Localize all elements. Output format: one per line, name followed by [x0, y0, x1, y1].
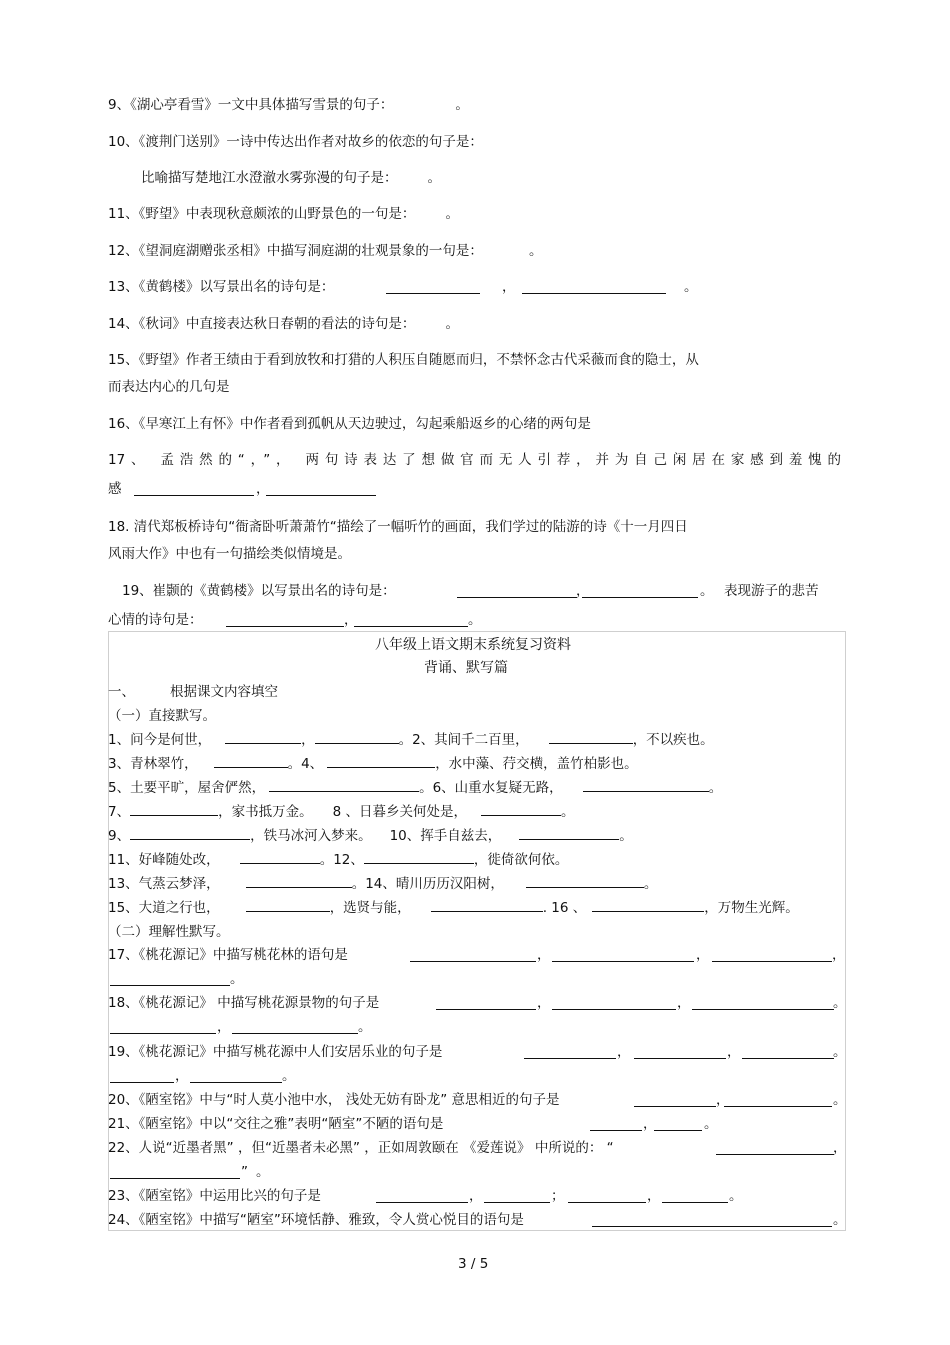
period: 。	[833, 1092, 847, 1108]
answer-blank[interactable]	[568, 1190, 646, 1203]
section-title: 八年级上语文期末系统复习资料	[375, 637, 571, 653]
answer-blank[interactable]	[431, 899, 543, 912]
question-17-line-2: 感	[108, 481, 122, 497]
comma: ，	[217, 1019, 231, 1035]
answer-blank[interactable]	[654, 1118, 702, 1131]
semicolon: ；	[551, 1188, 565, 1204]
answer-blank[interactable]	[266, 483, 376, 496]
question-18-line-1: 18. 清代郑板桥诗句“衙斋卧听萧萧竹“描绘了一幅听竹的画面，我们学过的陆游的诗《十一月四日	[108, 519, 688, 535]
answer-blank[interactable]	[522, 281, 666, 294]
answer-blank[interactable]	[712, 949, 832, 962]
question-10-part-b: 比喻描写楚地江水澄澈水雾弥漫的句子是： 。	[141, 170, 441, 186]
answer-blank[interactable]	[364, 851, 474, 864]
answer-blank[interactable]	[232, 1021, 358, 1034]
fill-line-21: 21、《陋室铭》中以“交往之雅”表明“陋室”不陋的语句是	[108, 1116, 444, 1132]
part-one-number: 一、	[108, 684, 135, 700]
answer-blank[interactable]	[134, 483, 254, 496]
comma: ，	[833, 1140, 847, 1156]
answer-blank[interactable]	[130, 803, 218, 816]
period: 。	[833, 995, 847, 1011]
answer-blank[interactable]	[552, 997, 676, 1010]
comma: ，	[727, 1044, 741, 1060]
fill-line-11: 11、好峰随处改， 。12、 ，徙倚欲何依。	[108, 852, 569, 868]
comma: ，	[643, 1116, 657, 1132]
comma: ，	[647, 1188, 661, 1204]
fill-line-5: 5、土要平旷，屋舍俨然， 。6、山重水复疑无路， 。	[108, 780, 723, 796]
comma: ，	[256, 481, 270, 497]
comma: ，	[677, 995, 691, 1011]
answer-blank[interactable]	[436, 997, 536, 1010]
question-16: 16、《早寒江上有怀》中作者看到孤帆从天边驶过，勾起乘船返乡的心绪的两句是	[108, 416, 591, 432]
answer-blank[interactable]	[582, 585, 698, 598]
question-18-line-2: 风雨大作》中也有一句描绘类似情境是。	[108, 546, 351, 562]
period: 。	[230, 971, 244, 987]
closing-quote: ”	[241, 1164, 248, 1180]
comma: ，	[537, 995, 551, 1011]
question-15-line-2: 而表达内心的几句是	[108, 379, 230, 395]
page-number: 3 / 5	[458, 1256, 489, 1272]
answer-blank[interactable]	[110, 1021, 216, 1034]
comma: ，	[502, 279, 516, 295]
answer-blank[interactable]	[386, 281, 480, 294]
answer-blank[interactable]	[110, 1166, 240, 1179]
fill-line-1: 1、问今是何世， ， 。2、其间千二百里， ，不以疾也。	[108, 732, 714, 748]
question-19-line-1: 19、崔颢的《黄鹤楼》以写景出名的诗句是：	[122, 583, 396, 599]
fill-line-9: 9、 ，铁马冰河入梦来。 10、挥手自兹去， 。	[108, 828, 633, 844]
answer-blank[interactable]	[742, 1046, 834, 1059]
answer-blank[interactable]	[519, 827, 619, 840]
comma: ，	[344, 612, 358, 628]
question-13: 13、《黄鹤楼》以写景出名的诗句是：	[108, 279, 335, 295]
question-19-tail: 表现游子的悲苦	[724, 583, 819, 599]
question-11: 11、《野望》中表现秋意颇浓的山野景色的一句是： 。	[108, 206, 459, 222]
question-19-line-2: 心情的诗句是：	[108, 612, 203, 628]
answer-blank[interactable]	[583, 779, 709, 792]
answer-blank[interactable]	[724, 1094, 832, 1107]
question-17-line-1: 17、 孟浩然的“，”， 两句诗表达了想做官而无人引荐，并为自己闲居在家感到羞愧的	[108, 452, 841, 468]
subsection-comprehension: （二）理解性默写。	[108, 924, 230, 940]
answer-blank[interactable]	[410, 949, 536, 962]
subsection-direct-recitation: （一）直接默写。	[108, 708, 216, 724]
period: 。	[833, 1212, 847, 1228]
answer-blank[interactable]	[226, 614, 344, 627]
answer-blank[interactable]	[634, 1094, 716, 1107]
answer-blank[interactable]	[315, 731, 399, 744]
answer-blank[interactable]	[592, 899, 704, 912]
answer-blank[interactable]	[110, 1070, 174, 1083]
answer-blank[interactable]	[592, 1214, 832, 1227]
answer-blank[interactable]	[225, 731, 301, 744]
section-subtitle: 背诵、默写篇	[424, 660, 508, 676]
answer-blank[interactable]	[376, 1190, 468, 1203]
fill-line-19: 19、《桃花源记》中描写桃花源中人们安居乐业的句子是	[108, 1044, 443, 1060]
period: 。	[833, 1044, 847, 1060]
comma: ，	[716, 1092, 730, 1108]
answer-blank[interactable]	[240, 851, 320, 864]
question-10: 10、《渡荆门送别》一诗中传达出作者对故乡的依恋的句子是：	[108, 134, 483, 150]
fill-line-24: 24、《陋室铭》中描写“陋室”环境恬静、雅致，令人赏心悦目的语句是	[108, 1212, 524, 1228]
answer-blank[interactable]	[481, 803, 561, 816]
answer-blank[interactable]	[634, 1046, 726, 1059]
comma: ，	[537, 947, 551, 963]
answer-blank[interactable]	[716, 1142, 834, 1155]
fill-line-20: 20、《陋室铭》中与“时人莫小池中水， 浅处无妨有卧龙” 意思相近的句子是	[108, 1092, 560, 1108]
period: 。	[468, 612, 482, 628]
fill-line-3: 3、青林翠竹， 。4、 ，水中藻、荇交横，盖竹柏影也。	[108, 756, 638, 772]
period: 。	[256, 1164, 270, 1180]
answer-blank[interactable]	[214, 755, 288, 768]
answer-blank[interactable]	[190, 1070, 282, 1083]
comma: ，	[696, 947, 710, 963]
fill-line-13: 13、气蒸云梦泽， 。14、晴川历历汉阳树， 。	[108, 876, 658, 892]
answer-blank[interactable]	[590, 1118, 642, 1131]
comma: ，	[617, 1044, 631, 1060]
comma: ，	[832, 947, 846, 963]
answer-blank[interactable]	[354, 614, 468, 627]
answer-blank[interactable]	[484, 1190, 550, 1203]
answer-blank[interactable]	[457, 585, 577, 598]
period: 。	[700, 583, 714, 599]
part-one-heading: 根据课文内容填空	[170, 684, 278, 700]
fill-line-17: 17、《桃花源记》中描写桃花林的语句是	[108, 947, 348, 963]
fill-line-23: 23、《陋室铭》中运用比兴的句子是	[108, 1188, 321, 1204]
period: 。	[282, 1068, 296, 1084]
fill-line-15: 15、大道之行也， ，选贤与能， . 16 、 ，万物生光辉。	[108, 900, 799, 916]
answer-blank[interactable]	[526, 875, 644, 888]
comma: ，	[576, 583, 590, 599]
answer-blank[interactable]	[110, 973, 230, 986]
answer-blank[interactable]	[524, 1046, 616, 1059]
answer-blank[interactable]	[552, 949, 694, 962]
question-15-line-1: 15、《野望》作者王绩由于看到放牧和打猎的人积压自随愿而归，不禁怀念古代采薇而食的隐士，从	[108, 352, 699, 368]
answer-blank[interactable]	[246, 899, 330, 912]
period: 。	[704, 1116, 718, 1132]
question-9: 9、《湖心亭看雪》一文中具体描写雪景的句子： 。	[108, 97, 469, 113]
question-14: 14、《秋词》中直接表达秋日春朝的看法的诗句是： 。	[108, 316, 459, 332]
fill-line-7: 7、 ，家书抵万金。 8 、日暮乡关何处是， 。	[108, 804, 575, 820]
answer-blank[interactable]	[130, 827, 250, 840]
period: 。	[358, 1019, 372, 1035]
fill-line-18: 18、《桃花源记》 中描写桃花源景物的句子是	[108, 995, 380, 1011]
answer-blank[interactable]	[549, 731, 633, 744]
answer-blank[interactable]	[269, 779, 419, 792]
answer-blank[interactable]	[692, 997, 834, 1010]
comma: ，	[469, 1188, 483, 1204]
fill-line-22: 22、人说“近墨者黑” ，但“近墨者未必黑” ，正如周敦颐在 《爱莲说》 中所说的： “	[108, 1140, 614, 1156]
answer-blank[interactable]	[327, 755, 435, 768]
answer-blank[interactable]	[662, 1190, 728, 1203]
answer-blank[interactable]	[246, 875, 352, 888]
comma: ，	[175, 1068, 189, 1084]
period: 。	[684, 279, 698, 295]
question-12: 12、《望洞庭湖赠张丞相》中描写洞庭湖的壮观景象的一句是： 。	[108, 243, 543, 259]
period: 。	[729, 1188, 743, 1204]
